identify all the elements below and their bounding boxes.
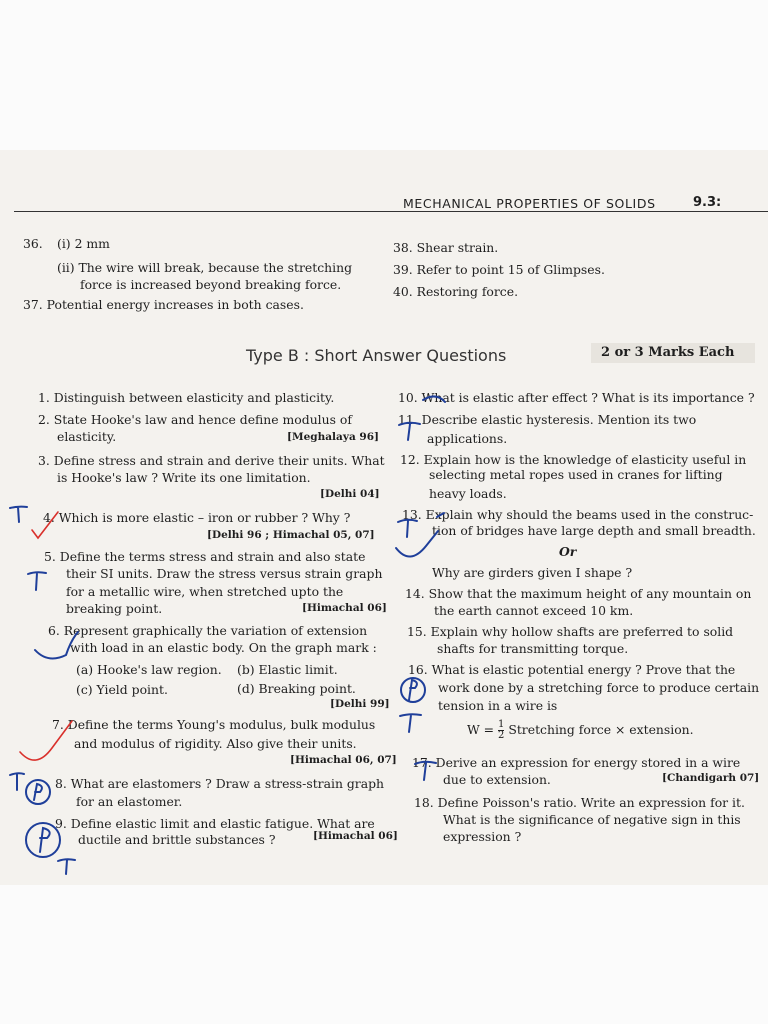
answer-36-i: (i) 2 mm	[57, 236, 110, 251]
equation-rhs: Stretching force × extension.	[508, 722, 694, 737]
section-title: Type B : Short Answer Questions	[246, 346, 507, 365]
t-mark-icon	[10, 507, 27, 522]
p-mark-icon	[34, 784, 42, 800]
answer-36-ii-line1: (ii) The wire will break, because the stretching	[57, 260, 353, 275]
circle-mark-icon	[401, 678, 425, 702]
question-4-line1: 4. Which is more elastic – iron or rubber ? Why ?	[43, 510, 351, 525]
answer-39: 39. Refer to point 15 of Glimpses.	[393, 262, 605, 277]
question-9-line1: 9. Define elastic limit and elastic fatigue. What are	[55, 816, 375, 831]
question-7-line2: and modulus of rigidity. Also give their units.	[74, 736, 357, 751]
question-12-line1: 12. Explain how is the knowledge of elasticity useful in	[400, 452, 747, 467]
answer-36-ii-line2: force is increased beyond breaking force.	[80, 277, 342, 292]
question-5-line4: breaking point.	[66, 601, 163, 616]
question-17-source: [Chandigarh 07]	[662, 772, 760, 784]
question-18-line3: expression ?	[443, 829, 522, 844]
t-mark-icon	[415, 762, 436, 780]
question-10: 10. What is elastic after effect ? What is its importance ?	[398, 390, 755, 405]
question-8-line2: for an elastomer.	[76, 794, 183, 809]
question-2-line2: elasticity.	[57, 429, 117, 444]
question-6-part-c: (c) Yield point.	[76, 682, 168, 697]
t-mark-icon	[399, 423, 420, 440]
question-5-line2: their SI units. Draw the stress versus strain graph	[66, 566, 383, 581]
answer-38: 38. Shear strain.	[393, 240, 499, 255]
red-tick-icon	[20, 721, 72, 760]
question-12-line2: selecting metal ropes used in cranes for lifting	[429, 467, 723, 482]
question-1: 1. Distinguish between elasticity and plasticity.	[38, 390, 335, 405]
t-mark-icon	[398, 520, 417, 537]
red-tick-icon	[32, 512, 58, 538]
question-6-line1: 6. Represent graphically the variation of extension	[48, 623, 368, 638]
question-6-source: [Delhi 99]	[330, 698, 390, 710]
question-5-line1: 5. Define the terms stress and strain and also state	[44, 549, 366, 564]
question-15-line1: 15. Explain why hollow shafts are preferred to solid	[407, 624, 734, 639]
check-mark-icon	[396, 531, 438, 557]
question-2-source: [Meghalaya 96]	[287, 431, 379, 443]
question-13-line3: Why are girders given I shape ?	[432, 565, 633, 580]
question-12-line3: heavy loads.	[429, 486, 507, 501]
question-18-line2: What is the significance of negative sign in this	[443, 812, 741, 827]
question-3-line1: 3. Define stress and strain and derive their units. What	[38, 453, 385, 468]
question-6-part-b: (b) Elastic limit.	[237, 662, 338, 677]
question-13-line1: 13. Explain why should the beams used in the construc-	[402, 507, 754, 522]
question-7-source: [Himachal 06, 07]	[290, 754, 397, 766]
page-number: 9.3:	[693, 195, 722, 210]
fraction-denominator: 2	[498, 730, 505, 741]
t-mark-icon	[400, 714, 421, 732]
marks-badge: 2 or 3 Marks Each	[591, 343, 755, 363]
t-mark-icon	[58, 859, 75, 874]
answer-36-number: 36.	[23, 236, 43, 251]
question-16-line1: 16. What is elastic potential energy ? Prove that the	[408, 662, 736, 677]
question-13-line2: tion of bridges have large depth and small breadth.	[432, 523, 756, 538]
question-5-source: [Himachal 06]	[302, 602, 387, 614]
question-2-line1: 2. State Hooke's law and hence define modulus of	[38, 412, 352, 427]
question-16-line3: tension in a wire is	[438, 698, 558, 713]
question-17-line2: due to extension.	[443, 772, 551, 787]
question-4-source: [Delhi 96 ; Himachal 05, 07]	[207, 529, 375, 541]
question-11-line2: applications.	[427, 431, 508, 446]
fraction-numerator: 1	[498, 719, 505, 730]
question-7-line1: 7. Define the terms Young's modulus, bulk modulus	[52, 717, 376, 732]
question-11-line1: 11. Describe elastic hysteresis. Mention its two	[398, 412, 697, 427]
t-mark-icon	[10, 773, 24, 790]
question-5-line3: for a metallic wire, when stretched upto the	[66, 584, 344, 599]
question-16-line2: work done by a stretching force to produce certain	[438, 680, 760, 695]
p-mark-icon	[409, 680, 417, 700]
ink-stroke	[423, 396, 445, 402]
question-14-line1: 14. Show that the maximum height of any mountain on	[405, 586, 752, 601]
question-18-line1: 18. Define Poisson's ratio. Write an expression for it.	[414, 795, 745, 810]
running-header-title: MECHANICAL PROPERTIES OF SOLIDS	[403, 196, 656, 211]
question-3-line2: is Hooke's law ? Write its one limitation.	[57, 470, 311, 485]
p-mark-icon	[40, 828, 50, 852]
question-15-line2: shafts for transmitting torque.	[437, 641, 629, 656]
ink-stroke	[437, 513, 444, 517]
question-6-part-a: (a) Hooke's law region.	[76, 662, 222, 677]
question-9-line2: ductile and brittle substances ?	[78, 832, 276, 847]
question-13-or: Or	[559, 544, 577, 559]
check-mark-icon	[35, 632, 78, 659]
answer-37: 37. Potential energy increases in both cases.	[23, 297, 304, 312]
question-14-line2: the earth cannot exceed 10 km.	[434, 603, 634, 618]
question-8-line1: 8. What are elastomers ? Draw a stress-strain graph	[55, 776, 385, 791]
question-17-line1: 17. Derive an expression for energy stored in a wire	[412, 755, 741, 770]
t-mark-icon	[28, 572, 46, 590]
question-6-part-d: (d) Breaking point.	[237, 681, 356, 696]
equation-lhs: W =	[467, 722, 495, 737]
question-3-source: [Delhi 04]	[320, 488, 380, 500]
question-9-source: [Himachal 06]	[313, 830, 398, 842]
question-6-line2: with load in an elastic body. On the graph mark :	[70, 640, 377, 655]
answer-40: 40. Restoring force.	[393, 284, 519, 299]
